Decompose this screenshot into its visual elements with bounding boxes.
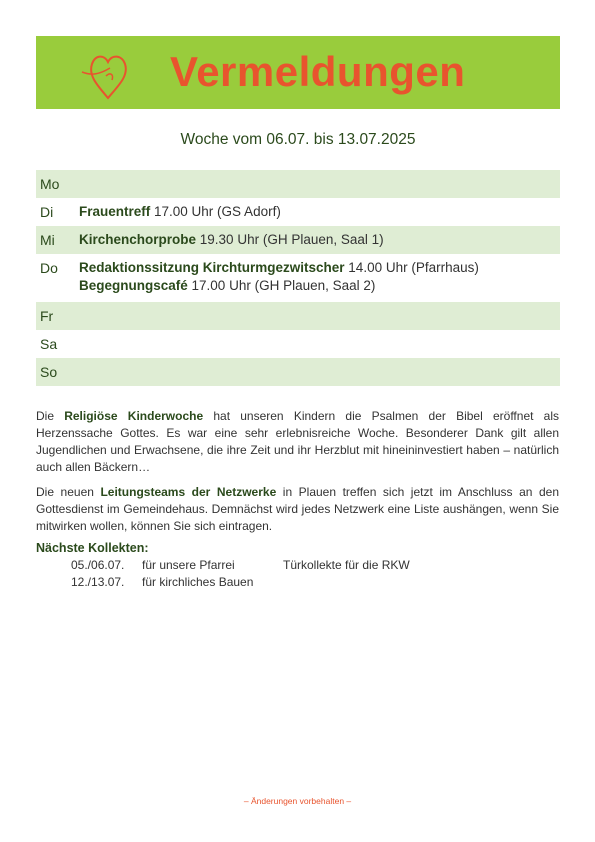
collection-row	[71, 558, 551, 575]
event-name: Redaktionssitzung Kirchturmgezwitscher	[79, 260, 345, 275]
collection-purpose: für kirchliches Bauen	[142, 575, 254, 589]
collection-extra: Türkollekte für die RKW	[283, 558, 410, 572]
event-detail: 17.00 Uhr (GH Plauen, Saal 2)	[187, 278, 376, 293]
collections-title: Nächste Kollekten:	[36, 541, 149, 555]
event-name: Begegnungscafé	[79, 278, 188, 293]
event-detail: 17.00 Uhr (GS Adorf)	[150, 204, 281, 219]
day-entries	[79, 204, 560, 222]
event-name: Kirchenchorprobe	[79, 232, 197, 247]
header-banner	[36, 36, 560, 109]
highlight-netzwerke: Leitungsteams der Netzwerke	[100, 485, 277, 499]
week-range: Woche vom 06.07. bis 13.07.2025	[180, 131, 416, 148]
collection-row	[71, 575, 551, 592]
collection-purpose: für unsere Pfarrei	[142, 558, 235, 572]
day-entries	[79, 260, 560, 296]
page-title: Vermeldungen	[170, 48, 466, 95]
schedule-row-do	[36, 254, 560, 302]
paragraph-netzwerke: Die neuen Leitungsteams der Netzwerke in Plauen treffen sich jetzt im Anschluss an den Gottesdienst im Gemeindehaus. Demnächst wird jedes Netzwerk eine Liste aushängen, wenn Sie mitwirken wollen, können Sie sich eintragen.	[36, 485, 559, 533]
schedule-row-sa	[36, 330, 560, 358]
event-detail: 19.30 Uhr (GH Plauen, Saal 1)	[196, 232, 384, 247]
schedule-row-so	[36, 358, 560, 386]
day-label: Mo	[40, 176, 60, 192]
schedule-entry	[79, 258, 560, 278]
schedule-row-mi	[36, 226, 560, 254]
day-label: Mi	[40, 232, 55, 248]
collection-date: 05./06.07.	[71, 558, 125, 572]
schedule-entry	[79, 202, 560, 222]
paragraph-kinderwoche: Die Religiöse Kinderwoche hat unseren Kindern die Psalmen der Bibel eröffnet als Herzenssache Gottes. Es war eine sehr erlebnisreiche Woche. Besonderer Dank gilt allen Jugendlichen und Erwachsene, die ihre Zeit und ihr Herzblut mit hineininvestiert haben – natürlich auch allen Bäckern…	[36, 409, 560, 474]
collection-date: 12./13.07.	[71, 575, 125, 589]
event-name: Frauentreff	[79, 204, 151, 219]
schedule-entry	[79, 230, 560, 250]
schedule-entry	[79, 276, 560, 296]
day-label: Sa	[40, 336, 58, 352]
day-label: Do	[40, 260, 58, 276]
day-label: Fr	[40, 308, 54, 324]
event-detail: 14.00 Uhr (Pfarrhaus)	[344, 260, 479, 275]
day-entries	[79, 232, 560, 250]
day-label: So	[40, 364, 58, 380]
footer-note: – Änderungen vorbehalten –	[243, 796, 352, 806]
highlight-kinderwoche: Religiöse Kinderwoche	[64, 409, 204, 423]
weekly-schedule	[36, 170, 560, 386]
schedule-row-fr	[36, 302, 560, 330]
schedule-row-di	[36, 198, 560, 226]
day-label: Di	[40, 204, 54, 220]
heart-pin-icon	[80, 46, 136, 102]
schedule-row-mo	[36, 170, 560, 198]
